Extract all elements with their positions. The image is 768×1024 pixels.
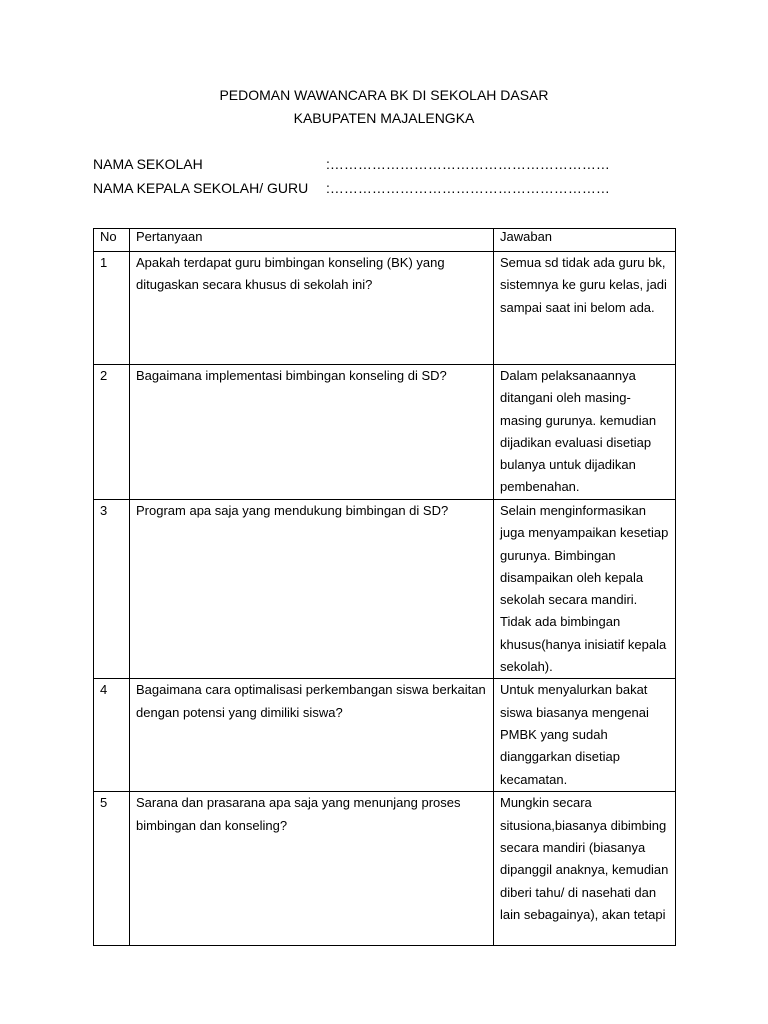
school-name-field bbox=[93, 156, 610, 172]
row-answer: Untuk menyalurkan bakat siswa biasanya mengenai PMBK yang sudah dianggarkan disetiap kecamatan. bbox=[494, 679, 676, 792]
table-row bbox=[94, 792, 676, 946]
row-number: 4 bbox=[94, 679, 130, 792]
row-question: Sarana dan prasarana apa saja yang menunjang proses bimbingan dan konseling? bbox=[130, 792, 494, 946]
row-question: Apakah terdapat guru bimbingan konseling (BK) yang ditugaskan secara khusus di sekolah ini? bbox=[130, 252, 494, 365]
header-question: Pertanyaan bbox=[130, 229, 494, 252]
row-answer: Dalam pelaksanaannya ditangani oleh masing-masing gurunya. kemudian dijadikan evaluasi disetiap bulanya untuk dijadikan pembenahan. bbox=[494, 365, 676, 500]
document-title: PEDOMAN WAWANCARA BK DI SEKOLAH DASAR bbox=[219, 87, 549, 103]
row-answer: Selain menginformasikan juga menyampaikan kesetiap gurunya. Bimbingan disampaikan oleh kepala sekolah secara mandiri. Tidak ada bimbingan khusus(hanya inisiatif kepala sekolah). bbox=[494, 500, 676, 679]
header-no: No bbox=[94, 229, 130, 252]
table-row bbox=[94, 365, 676, 500]
school-name-value: :…………………………………………………… bbox=[326, 156, 610, 172]
row-question: Bagaimana implementasi bimbingan konseling di SD? bbox=[130, 365, 494, 500]
school-name-label: NAMA SEKOLAH bbox=[93, 156, 203, 172]
principal-name-label: NAMA KEPALA SEKOLAH/ GURU bbox=[93, 180, 309, 196]
document-subtitle: KABUPATEN MAJALENGKA bbox=[293, 110, 475, 126]
table-header-row bbox=[94, 229, 676, 252]
row-number: 2 bbox=[94, 365, 130, 500]
table-row bbox=[94, 252, 676, 365]
row-number: 1 bbox=[94, 252, 130, 365]
table-row bbox=[94, 679, 676, 792]
principal-name-value: :…………………………………………………… bbox=[326, 180, 610, 196]
row-question: Program apa saja yang mendukung bimbingan di SD? bbox=[130, 500, 494, 679]
row-number: 3 bbox=[94, 500, 130, 679]
principal-name-field bbox=[93, 180, 610, 196]
row-number: 5 bbox=[94, 792, 130, 946]
row-answer: Mungkin secara situsiona,biasanya dibimbing secara mandiri (biasanya dipanggil anaknya, kemudian diberi tahu/ di nasehati dan lain sebagainya), akan tetapi bbox=[494, 792, 676, 946]
header-answer: Jawaban bbox=[494, 229, 676, 252]
table-row bbox=[94, 500, 676, 679]
row-answer: Semua sd tidak ada guru bk, sistemnya ke guru kelas, jadi sampai saat ini belom ada. bbox=[494, 252, 676, 365]
row-question: Bagaimana cara optimalisasi perkembangan siswa berkaitan dengan potensi yang dimiliki siswa? bbox=[130, 679, 494, 792]
interview-table bbox=[93, 228, 676, 946]
